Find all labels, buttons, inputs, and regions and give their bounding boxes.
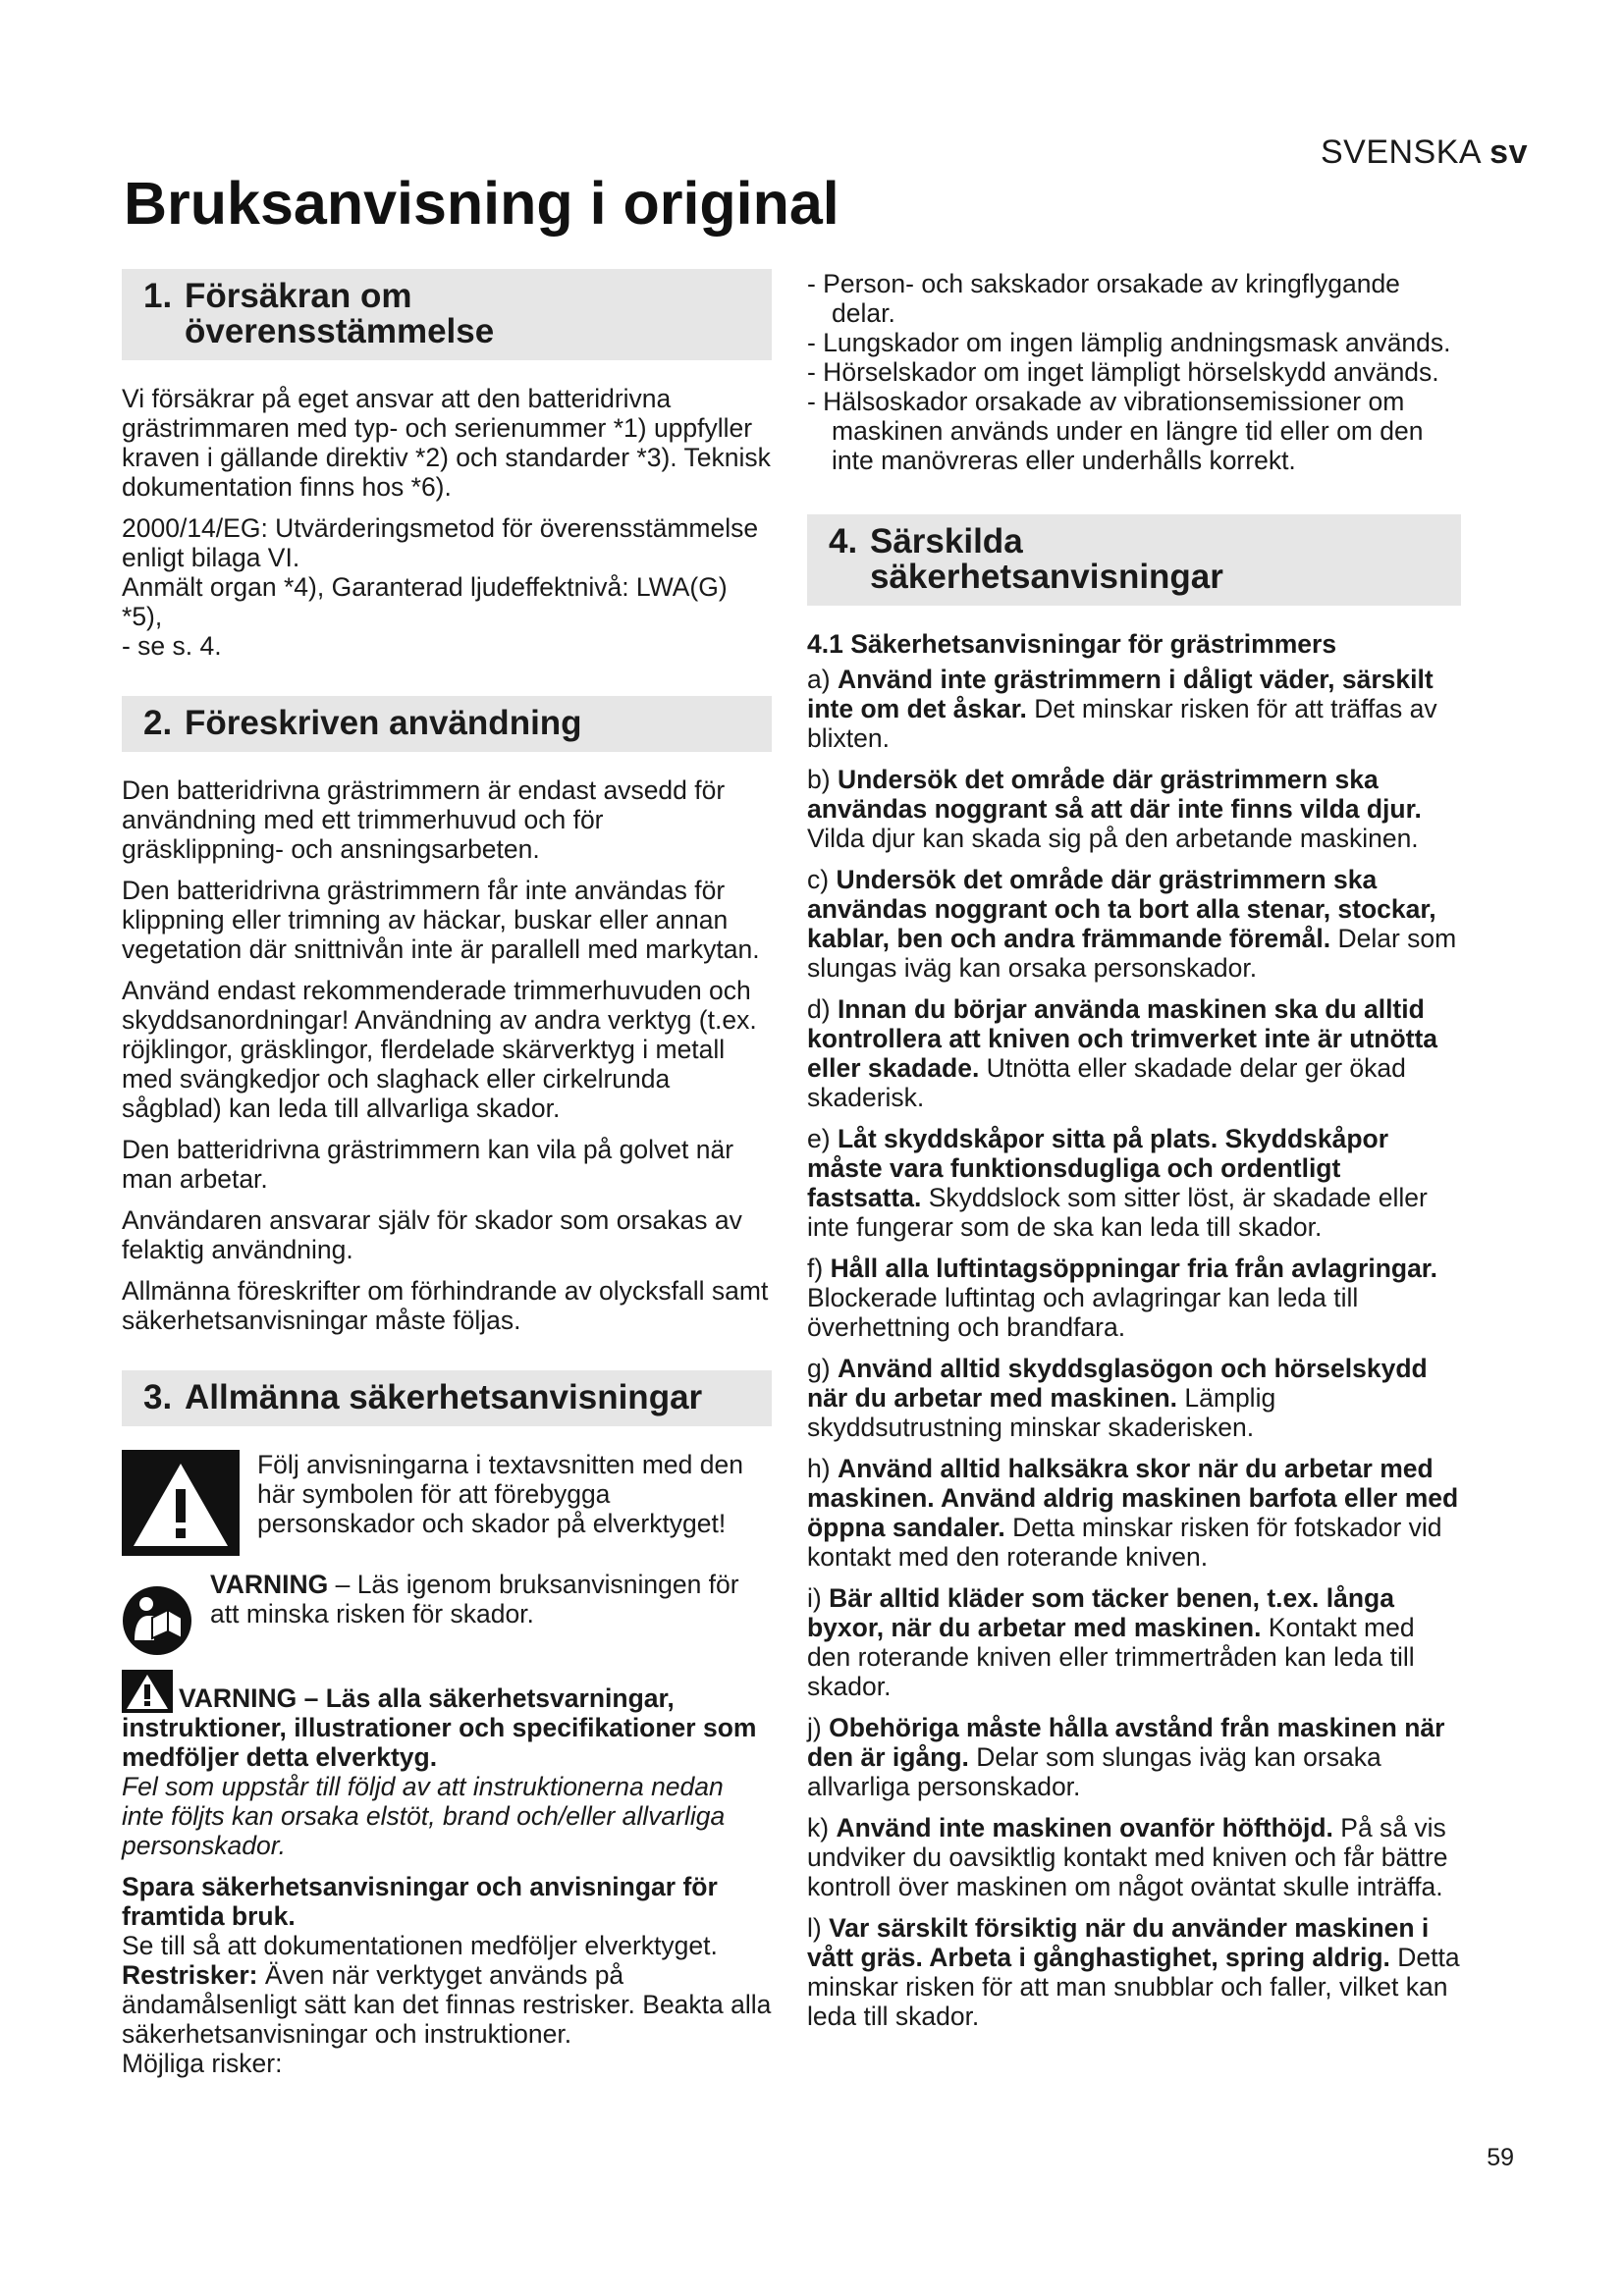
read-warning-text: – Läs igenom bruksanvisningen för att minska risken för skador.	[210, 1570, 739, 1629]
document-title: Bruksanvisning i original	[124, 170, 839, 237]
section-2-paragraph: Allmänna föreskrifter om förhindrande av olycksfall samt säkerhetsanvisningar måste följas.	[122, 1276, 769, 1335]
language-label	[1321, 133, 1528, 172]
risk-item: - Lungskador om ingen lämplig andningsmask används.	[807, 328, 1451, 357]
section-3-heading	[122, 1370, 772, 1426]
safety-item-e: e) Låt skyddskåpor sitta på plats. Skyddskåpor måste vara funktionsdugliga och ordentligt fastsatta. Skyddslock som sitter löst, är skadade eller inte fungerar som de ska kan leda till skador.	[807, 1124, 1428, 1242]
warning-triangle-icon	[122, 1450, 240, 1556]
save-instructions-bold: Spara säkerhetsanvisningar och anvisningar för framtida bruk.	[122, 1872, 718, 1931]
section-1-heading	[122, 269, 772, 360]
section-4-title: Särskilda säkerhetsanvisningar	[870, 522, 1223, 596]
section-2-paragraph: Använd endast rekommenderade trimmerhuvuden och skyddsanordningar! Användning av andra verktyg (t.ex. röjklingor, gräsklingor, flerdelade skärverktyg i metall med svängkedjor och slaghack eller cirkelrunda sågblad) kan leda till allvarliga skador.	[122, 976, 757, 1123]
safety-item-d: d) Innan du börjar använda maskinen ska du alltid kontrollera att kniven och trimverket inte är utnötta eller skadade. Utnötta eller skadade delar ger ökad skaderisk.	[807, 994, 1438, 1112]
risk-item: - Hörselskador om inget lämpligt hörselskydd används.	[807, 357, 1439, 387]
section-2-paragraph: Den batteridrivna grästrimmern får inte användas för klippning eller trimning av häckar, buskar eller annan vegetation där snittnivån inte är parallell med markytan.	[122, 876, 760, 964]
safety-item-l: l) Var särskilt försiktig när du använder maskinen i vått gräs. Arbeta i gånghastighet, spring aldrig. Detta minskar risken för att man snubblar och faller, vilket kan leda till skador.	[807, 1913, 1460, 2031]
section-3-title: Allmänna säkerhetsanvisningar	[185, 1378, 703, 1416]
residual-risks-text: Även när verktyget används på ändamålsenligt sätt kan det finnas restrisker. Beakta alla säkerhetsanvisningar och instruktioner.	[122, 1960, 772, 2049]
save-instructions-text: Se till så att dokumentationen medföljer elverktyget.	[122, 1931, 718, 1960]
section-1-number: 1.	[143, 277, 173, 315]
safety-item-j: j) Obehöriga måste hålla avstånd från maskinen när den är igång. Delar som slungas iväg kan orsaka allvarliga personskador.	[807, 1713, 1445, 1801]
language-word: SVENSKA	[1320, 133, 1481, 171]
left-column	[122, 269, 772, 2090]
read-manual-icon	[122, 1585, 192, 1656]
section-3-number: 3.	[143, 1378, 173, 1416]
safety-item-b: b) Undersök det område där grästrimmern ska användas noggrant så att där inte finns vilda djur. Vilda djur kan skada sig på den arbetande maskinen.	[807, 765, 1422, 853]
section-1-directive: 2000/14/EG: Utvärderingsmetod för överensstämmelse enligt bilaga VI.	[122, 513, 759, 572]
safety-item-f: f) Håll alla luftintagsöppningar fria från avlagringar. Blockerade luftintag och avlagringar kan leda till överhettning och brandfara.	[807, 1254, 1438, 1342]
section-1-see-page: - se s. 4.	[122, 631, 222, 661]
safety-item-c: c) Undersök det område där grästrimmern ska användas noggrant och ta bort alla stenar, stockar, kablar, ben och andra främmande föremål. Delar som slungas iväg kan orsaka personskador.	[807, 865, 1457, 983]
section-2-number: 2.	[143, 704, 173, 742]
section-1-title: Försäkran om överensstämmelse	[185, 277, 495, 350]
safety-item-i: i) Bär alltid kläder som täcker benen, t.ex. långa byxor, när du arbetar med maskinen. Kontakt med den roterande kniven eller trimmertråden kan leda till skador.	[807, 1583, 1415, 1701]
right-column	[807, 269, 1461, 2043]
warning-symbol-text: Följ anvisningarna i textavsnitten med den här symbolen för att förebygga personskador och skador på elverktyget!	[257, 1450, 743, 1538]
warning-symbol-note	[122, 1450, 772, 1556]
section-1-declaration: Vi försäkrar på eget ansvar att den batteridrivna grästrimmaren med typ- och serienummer *1) uppfyller kraven i gällande direktiv *2) och standarder *3). Teknisk dokumentation finns hos *6).	[122, 384, 771, 502]
safety-item-k: k) Använd inte maskinen ovanför höfthöjd. På så vis undviker du oavsiktlig kontakt med kniven och får bättre kontroll över maskinen om något oväntat skulle inträffa.	[807, 1813, 1448, 1901]
safety-item-h: h) Använd alltid halksäkra skor när du arbetar med maskinen. Använd aldrig maskinen barfota eller med öppna sandaler. Detta minskar risken för fotskador vid kontakt med den roterande kniven.	[807, 1454, 1459, 1572]
language-code: sv	[1489, 133, 1528, 171]
section-1-notified-body: Anmält organ *4), Garanterad ljudeffektnivå: LWA(G) *5),	[122, 572, 728, 631]
warning-triangle-small-icon	[122, 1670, 173, 1713]
section-2-heading	[122, 696, 772, 752]
section-2-title: Föreskriven användning	[185, 704, 582, 742]
risk-item: - Hälsoskador orsakade av vibrationsemissioner om maskinen används under en längre tid eller om den inte manövreras eller underhålls korrekt.	[807, 387, 1424, 475]
read-manual-warning	[122, 1570, 772, 1656]
safety-item-a: a) Använd inte grästrimmern i dåligt väder, särskilt inte om det åskar. Det minskar risken för att träffas av blixten.	[807, 665, 1437, 753]
section-4-heading	[807, 514, 1461, 606]
residual-risks-label: Restrisker:	[122, 1960, 258, 1990]
section-4-1-title: 4.1 Säkerhetsanvisningar för grästrimmers	[807, 629, 1337, 659]
risk-item: - Person- och sakskador orsakade av kringflygande delar.	[807, 269, 1400, 328]
section-2-paragraph: Den batteridrivna grästrimmern är endast avsedd för användning med ett trimmerhuvud och för gräsklippning- och ansningsarbeten.	[122, 775, 726, 864]
page-number: 59	[1487, 2144, 1514, 2171]
general-warnings-italic: Fel som uppstår till följd av att instruktionerna nedan inte följts kan orsaka elstöt, brand och/eller allvarliga personskador.	[122, 1772, 726, 1860]
general-warnings-bold: VARNING – Läs alla säkerhetsvarningar, instruktioner, illustrationer och specifikationer som medföljer detta elverktyg.	[122, 1683, 757, 1772]
read-warning-label: VARNING	[210, 1570, 329, 1599]
section-2-paragraph: Den batteridrivna grästrimmern kan vila på golvet när man arbetar.	[122, 1135, 734, 1194]
section-2-paragraph: Användaren ansvarar själv för skador som orsakas av felaktig användning.	[122, 1205, 742, 1264]
possible-risks-label: Möjliga risker:	[122, 2049, 283, 2078]
section-4-number: 4.	[829, 522, 858, 561]
safety-item-g: g) Använd alltid skyddsglasögon och hörselskydd när du arbetar med maskinen. Lämplig skyddsutrustning minskar skaderisken.	[807, 1354, 1428, 1442]
